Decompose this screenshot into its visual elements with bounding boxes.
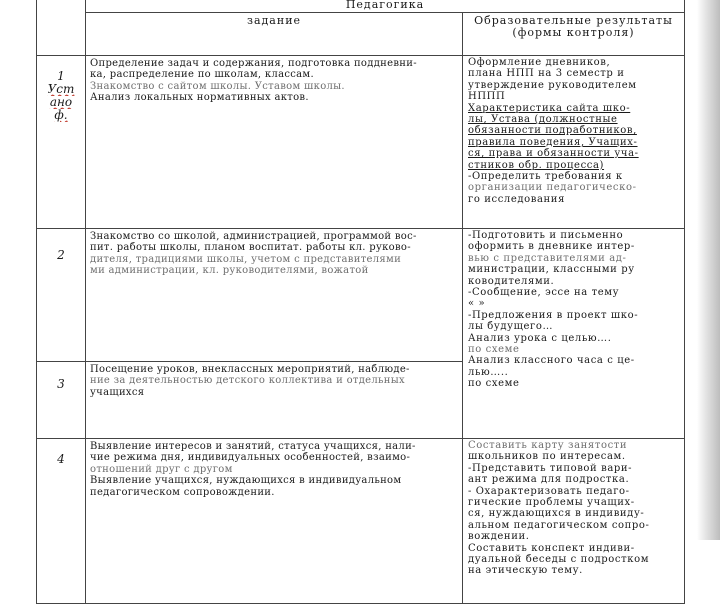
result-line: организации педагогическо- [468, 182, 637, 194]
row-number-line: Уст [47, 83, 75, 96]
task-line: Знакомство со школой, администрацией, программой вос- [90, 231, 417, 242]
results-cell [463, 56, 685, 229]
column-header-results-line1: Образовательные результаты [474, 15, 673, 27]
column-header-task-label: задание [246, 14, 302, 27]
result-line: на этическую тему. [468, 565, 583, 577]
task-line: ние за деятельностью детского коллектива и отдельных [90, 375, 405, 387]
task-line: Определение задач и содержания, подготовка поддневни- [90, 58, 417, 69]
result-line: Характеристика сайта шко- [468, 102, 631, 114]
row-number-line: 2 [57, 249, 65, 262]
result-line: министрации, классными ру [468, 264, 635, 276]
result-line: утверждение руководителем [468, 79, 637, 91]
page-edge-shadow [697, 0, 720, 540]
result-line: Анализ классного часа с це- [468, 355, 635, 367]
task-cell [86, 56, 463, 229]
result-line: плана НПП на 3 семестр и [468, 68, 625, 80]
results-cell [463, 439, 685, 604]
table-row [37, 439, 685, 604]
task-line: дителя, традициями школы, учетом с представителями [90, 253, 402, 265]
task-cell [86, 362, 463, 439]
result-line: НППП [468, 91, 506, 103]
task-line: пит. работы школы, планом воспитат. работы кл. руково- [90, 242, 411, 254]
result-line: по схеме [468, 378, 520, 390]
practice-plan-table [36, 0, 685, 604]
result-line: -Представить типовой вари- [468, 462, 633, 474]
result-line: альном педагогическом сопро- [468, 519, 650, 531]
task-line: ми администрации, кл. руководителями, вожатой [90, 265, 369, 277]
column-header-results-line2: (формы контроля) [512, 27, 635, 39]
task-line: Выявление интересов и занятий, статуса учащихся, нали- [90, 441, 416, 452]
subject-title: Педагогика [86, 0, 685, 13]
result-line: Оформление дневников, [468, 57, 611, 68]
task-line: отношений друг с другом [90, 463, 233, 475]
row-number-line: 3 [57, 378, 65, 391]
result-line: ся, нуждающихся в индивиду- [468, 508, 645, 520]
result-line: гические проблемы учащих- [468, 497, 635, 509]
header-corner-cell [37, 0, 86, 56]
row-number-line: 4 [57, 453, 65, 466]
result-line: школьников по интересам. [468, 451, 626, 463]
task-line: учащихся [90, 386, 145, 398]
column-header-results [463, 13, 685, 56]
result-line: -Определить требования к [468, 171, 623, 183]
table-row [37, 56, 685, 229]
result-line: дуальной беседы с подростком [468, 554, 650, 566]
result-line: Составить карту занятости [468, 440, 628, 451]
row-number-cell [37, 229, 86, 362]
result-line: вождении. [468, 531, 530, 543]
result-line: вью с представителями ад- [468, 252, 627, 264]
task-line: Посещение уроков, внеклассных мероприятий, наблюде- [90, 364, 410, 375]
table-row [37, 229, 685, 362]
row-number-cell [37, 56, 86, 229]
task-line: Выявление учащихся, нуждающихся в индивидуальном [90, 475, 402, 487]
result-line: -Сообщение, эссе на тему [468, 287, 620, 299]
result-line: лы будущего… [468, 321, 554, 333]
result-line: ся, права и обязанности уча- [468, 148, 639, 160]
result-line: оформить в дневнике интер- [468, 241, 635, 253]
result-line: обязанности подработников, [468, 125, 637, 137]
header-row-columns [37, 13, 685, 56]
task-cell [86, 439, 463, 604]
header-row-subject [37, 0, 685, 13]
result-line: го исследования [468, 193, 565, 205]
row-number-line: ф. [54, 109, 68, 122]
task-line: чие режима дня, индивидуальных особенностей, взаимо- [90, 452, 411, 464]
result-line: Анализ урока с целью…. [468, 332, 612, 344]
result-line: -Подготовить и письменно [468, 230, 624, 241]
column-header-task [86, 13, 463, 56]
task-line: педагогическом сопровождении. [90, 486, 275, 498]
result-line: лы, Устава (должностные [468, 114, 618, 126]
result-line: стников обр. процесса) [468, 159, 605, 171]
result-line: ант режима для подростка. [468, 474, 630, 486]
row-number-cell [37, 439, 86, 604]
results-cell [463, 229, 685, 439]
result-line: ководителями. [468, 275, 555, 287]
result-line: Составить конспект индиви- [468, 542, 635, 554]
task-line: ка, распределение по школам, классам. [90, 69, 314, 81]
result-line: лью….. [468, 366, 509, 378]
task-cell [86, 229, 463, 362]
row-number-cell [37, 362, 86, 439]
task-line: Знакомство с сайтом школы. Уставом школы. [90, 80, 345, 92]
result-line: -Предложения в проект шко- [468, 309, 639, 321]
result-line: - Охарактеризовать педаго- [468, 485, 630, 497]
row-number-line: 1 [57, 70, 65, 83]
result-line: по схеме [468, 344, 520, 356]
task-line: Анализ локальных нормативных актов. [90, 92, 309, 104]
result-line: правила поведения, Учащих- [468, 136, 638, 148]
result-line: « » [468, 298, 486, 310]
row-number-line: ано [49, 96, 73, 109]
